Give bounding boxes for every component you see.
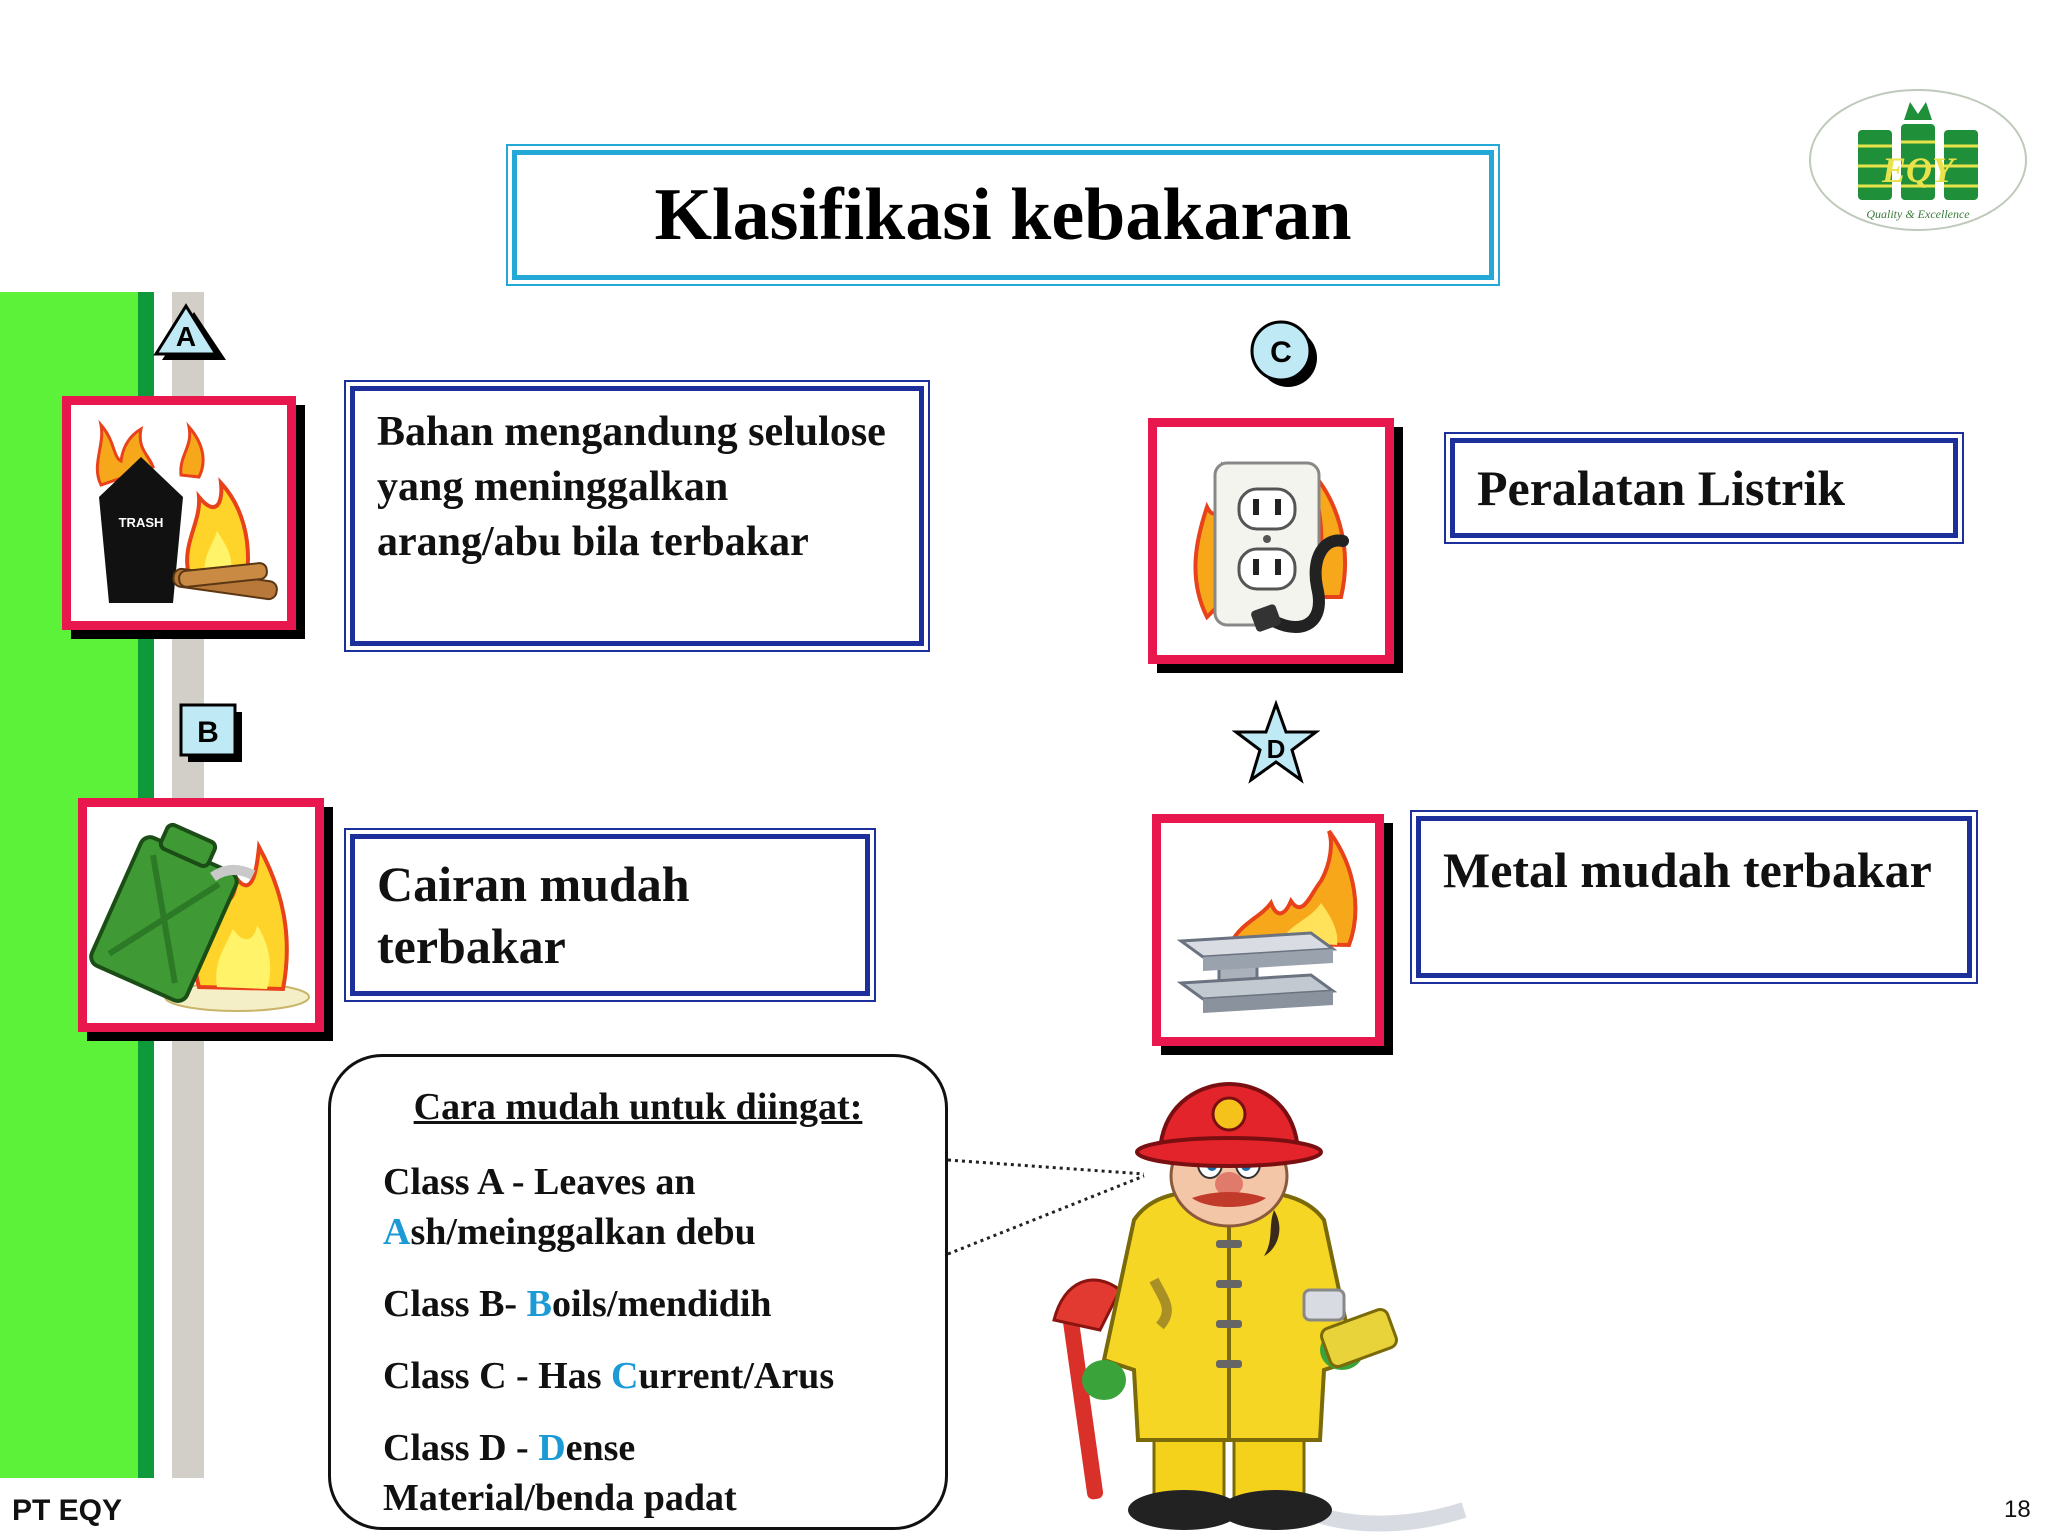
mnemonic-a-letter: A	[383, 1211, 411, 1253]
firefighter-illustration	[1024, 1080, 1474, 1534]
class-c-image	[1148, 418, 1394, 664]
class-d-description: Metal mudah terbakar	[1416, 816, 1972, 978]
class-b-marker	[178, 702, 246, 764]
class-a-marker-label: A	[175, 321, 197, 352]
class-c-description: Peralatan Listrik	[1450, 438, 1958, 538]
class-d-image	[1152, 814, 1384, 1046]
mnemonic-class-a	[383, 1157, 756, 1257]
mnemonic-b-letter: B	[526, 1283, 552, 1325]
page-number: 18	[2004, 1496, 2031, 1523]
mnemonic-a-rest: sh/meinggalkan debu	[410, 1211, 756, 1253]
class-b-description: Cairan mudah terbakar	[350, 834, 870, 996]
mnemonic-class-c	[383, 1351, 834, 1401]
logo-tagline: Quality & Excellence	[1866, 207, 1970, 221]
mnemonic-d-prefix: Class D -	[383, 1427, 539, 1469]
class-c-marker-label: C	[1270, 336, 1292, 369]
class-b-marker-label: B	[197, 716, 219, 749]
mnemonic-d-rest: ense	[565, 1427, 636, 1469]
mnemonic-c-letter: C	[611, 1355, 639, 1397]
class-a-image	[62, 396, 296, 630]
class-c-marker	[1248, 318, 1320, 390]
class-a-marker	[150, 302, 226, 362]
mnemonic-c-rest: urrent/Arus	[638, 1355, 835, 1397]
mnemonic-class-d	[383, 1423, 737, 1523]
title-box	[512, 150, 1494, 280]
mnemonic-d-letter: D	[538, 1427, 566, 1469]
mnemonic-class-b	[383, 1279, 772, 1329]
class-b-image	[78, 798, 324, 1032]
footer-company: PT EQY	[12, 1494, 123, 1527]
logo-letters: EQY	[1882, 150, 1954, 190]
company-logo	[1806, 86, 2030, 234]
class-a-description: Bahan mengandung selulose yang meninggalkan arang/abu bila terbakar	[350, 386, 924, 646]
class-d-marker	[1232, 700, 1320, 788]
mnemonic-callout	[328, 1054, 948, 1530]
mnemonic-b-prefix: Class B-	[383, 1283, 527, 1325]
mnemonic-d-line2: Material/benda padat	[383, 1477, 737, 1519]
mnemonic-b-rest: oils/mendidih	[551, 1283, 772, 1325]
mnemonic-c-prefix: Class C - Has	[383, 1355, 612, 1397]
class-d-marker-label: D	[1266, 734, 1286, 764]
mnemonic-a-prefix: Class A - Leaves an	[383, 1161, 696, 1203]
mnemonic-title: Cara mudah untuk diingat:	[413, 1086, 863, 1128]
page-title: Klasifikasi kebakaran	[654, 173, 1352, 256]
trash-label: TRASH	[118, 515, 164, 530]
